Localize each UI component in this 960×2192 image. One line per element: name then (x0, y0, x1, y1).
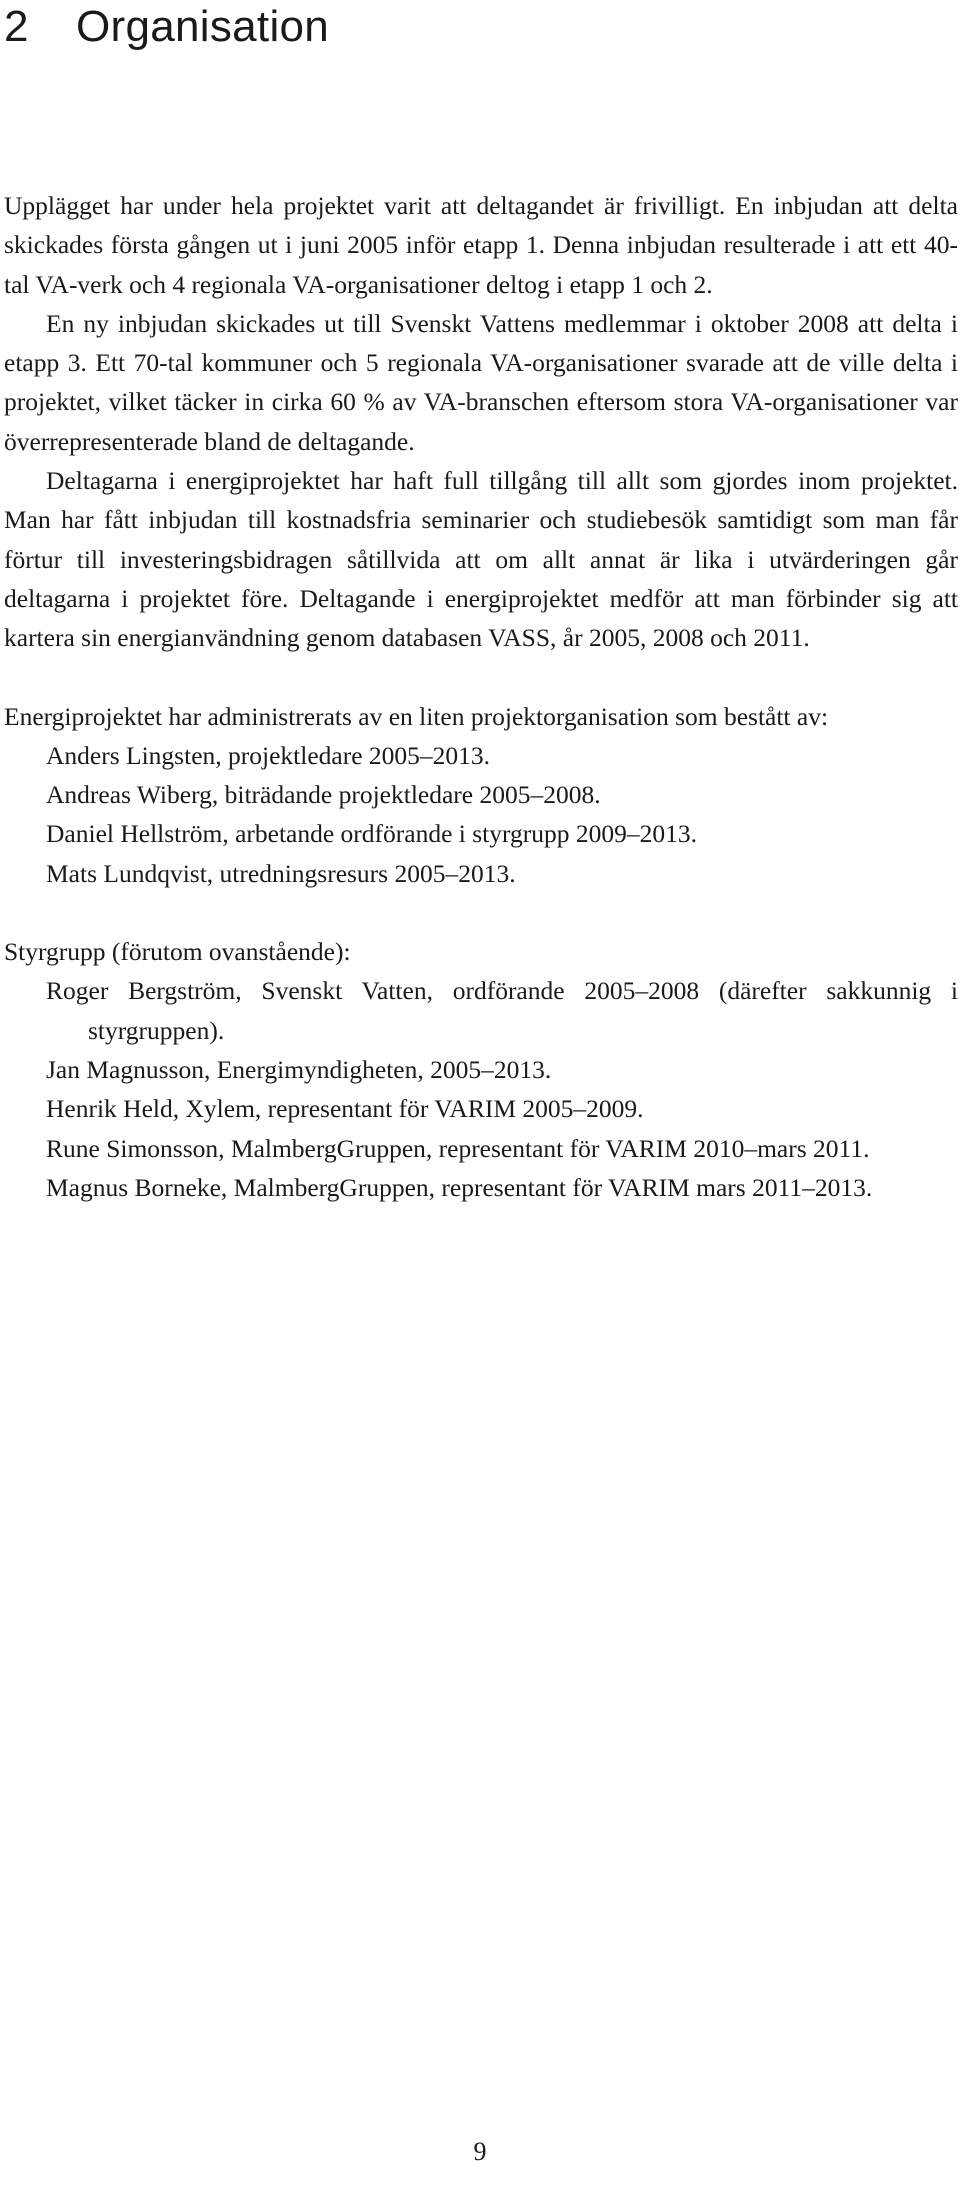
list-item: Henrik Held, Xylem, representant för VARIM 2005–2009. (46, 1094, 644, 1124)
project-org-intro: Energiprojektet har administrerats av en liten projektorganisation som bestått av: (4, 701, 829, 731)
steering-group-intro: Styrgrupp (förutom ovanstående): (4, 937, 351, 967)
list-item: Andreas Wiberg, biträdande projektledare 2005–2008. (46, 780, 601, 810)
intro-paragraph-3: Deltagarna i energiprojektet har haft full tillgång till allt som gjordes inom projektet. Man har fått inbjudan till kostnadsfria seminarier och studiebesök samtidigt som man får förtur till investeringsbidragen såtillvida att om allt annat är lika i utvärderingen går deltagarna i projektet före. Deltagande i energiprojektet medför att man förbinder sig att kartera sin energianvändning genom databasen VASS, år 2005, 2008 och 2011. (4, 466, 958, 653)
list-item: Mats Lundqvist, utredningsresurs 2005–2013. (46, 858, 516, 888)
section-title: Organisation (76, 2, 330, 51)
paragraph-spacer (4, 658, 958, 697)
paragraph-spacer (4, 893, 958, 932)
list-item: Jan Magnusson, Energimyndigheten, 2005–2013. (46, 1054, 552, 1084)
intro-paragraph-1: Upplägget har under hela projektet varit att deltagandet är frivilligt. En inbjudan att delta skickades första gången ut i juni 2005 inför etapp 1. Denna inbjudan resulterade i att ett 40-tal VA-verk och 4 regionala VA-organisationer deltog i etapp 1 och 2. (4, 191, 958, 299)
intro-paragraph-2: En ny inbjudan skickades ut till Svenskt Vattens medlemmar i oktober 2008 att delta i etapp 3. Ett 70-tal kommuner och 5 regionala VA-organisationer svarade att de ville delta i projektet, vilket täcker in cirka 60 % av VA-branschen eftersom stora VA-organisationer var överrepresenterade bland de deltagande. (4, 308, 958, 456)
steering-group-list (4, 971, 958, 1207)
body-text (4, 186, 958, 1207)
list-item: Rune Simonsson, MalmbergGruppen, representant för VARIM 2010–mars 2011. (46, 1133, 870, 1163)
section-number: 2 (4, 2, 29, 51)
list-item: Magnus Borneke, MalmbergGruppen, representant för VARIM mars 2011–2013. (46, 1172, 873, 1202)
list-item: Roger Bergström, Svenskt Vatten, ordförande 2005–2008 (därefter sakkunnig i styrgruppen). (46, 976, 958, 1045)
section-heading (4, 0, 329, 54)
project-org-list (4, 736, 958, 893)
list-item: Daniel Hellström, arbetande ordförande i styrgrupp 2009–2013. (46, 819, 698, 849)
list-item: Anders Lingsten, projektledare 2005–2013. (46, 740, 491, 770)
page-number: 9 (473, 2137, 487, 2166)
